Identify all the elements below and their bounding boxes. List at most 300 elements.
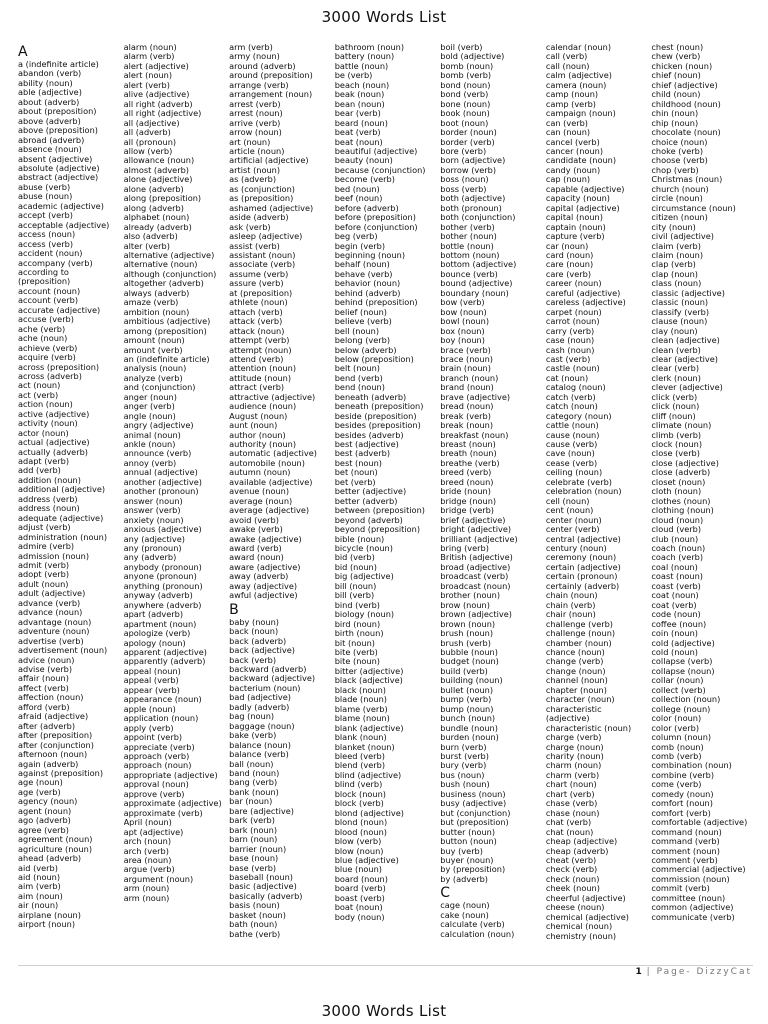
word-entry: character (noun) [545, 694, 615, 705]
word-entry: bid (noun) [334, 561, 377, 572]
word-entry: annual (adjective) [123, 467, 198, 478]
word-entry: carpet (noun) [545, 306, 602, 317]
word-entry: blood (noun) [334, 826, 387, 837]
word-entry: clerk (noun) [651, 372, 701, 383]
word-entry: comedy (noun) [651, 788, 714, 799]
word-entry: baby (noun) [229, 616, 279, 627]
word-entry: approval (noun) [123, 779, 189, 790]
word-entry: and (conjunction) [123, 382, 196, 393]
word-entry: author (noun) [229, 429, 286, 440]
word-entry: base (verb) [229, 862, 277, 873]
word-entry: comb (noun) [651, 741, 704, 752]
word-entry: cold (adjective) [651, 637, 715, 648]
word-entry: common (adjective) [651, 902, 734, 913]
word-entry: anyway (adverb) [123, 590, 193, 601]
word-column-1 [18, 43, 120, 947]
word-entry: account (verb) [18, 295, 79, 306]
word-entry: blow (verb) [334, 836, 382, 847]
word-entry: chemical (adjective) [545, 911, 630, 922]
word-entry: attempt (noun) [229, 344, 292, 355]
word-entry: abstract (adjective) [18, 172, 99, 183]
word-entry: column (noun) [651, 732, 712, 743]
word-entry: apparently (adverb) [123, 656, 206, 667]
word-entry: circumstance (noun) [651, 202, 736, 213]
word-entry: bare (adjective) [229, 805, 294, 816]
word-entry: capital (adjective) [545, 202, 620, 213]
word-entry: bond (verb) [440, 89, 489, 100]
word-entry: bottle (noun) [440, 240, 494, 251]
word-entry: bounce (verb) [440, 268, 498, 279]
word-entry: broadcast (noun) [440, 580, 511, 591]
word-entry: attach (verb) [229, 306, 283, 317]
word-entry: access (verb) [18, 238, 74, 249]
word-entry: British (adjective) [440, 552, 513, 563]
word-entry: bridge (verb) [440, 505, 494, 516]
word-entry: anxious (adjective) [123, 524, 202, 535]
word-entry: award (verb) [229, 543, 282, 554]
word-entry: although (conjunction) [123, 268, 217, 279]
word-entry: all right (adverb) [123, 98, 193, 109]
word-entry: collar (noun) [651, 675, 704, 686]
word-column-2 [124, 43, 226, 947]
word-entry: associate (verb) [229, 259, 296, 270]
word-entry: clean (verb) [651, 344, 701, 355]
word-entry: collection (noun) [651, 694, 721, 705]
word-entry: blond (noun) [334, 817, 388, 828]
word-entry: below (adverb) [334, 344, 397, 355]
word-entry: chart (verb) [545, 788, 595, 799]
word-entry: beach (noun) [334, 79, 390, 90]
word-entry: April (noun) [123, 817, 172, 828]
word-entry: aside (adverb) [229, 212, 289, 223]
word-entry: bond (noun) [440, 79, 491, 90]
word-entry: can (noun) [545, 127, 591, 138]
word-entry: camp (noun) [545, 89, 599, 100]
word-entry: center (verb) [545, 524, 600, 535]
word-entry: bell (noun) [334, 325, 380, 336]
word-entry: careful (adjective) [545, 287, 621, 298]
word-entry: arm (verb) [229, 43, 273, 52]
word-entry: after (preposition) [18, 730, 93, 741]
word-column-4 [335, 43, 437, 947]
word-entry: coast (verb) [651, 580, 701, 591]
word-entry: collapse (noun) [651, 665, 715, 676]
word-entry: coffee (noun) [651, 618, 707, 629]
word-entry: bubble (noun) [440, 647, 498, 657]
word-entry: borrow (verb) [440, 164, 497, 175]
word-entry: also (adverb) [123, 231, 178, 242]
word-entry: cause (verb) [545, 439, 598, 450]
word-entry: apparent (adjective) [123, 647, 208, 657]
word-entry: anywhere (adverb) [123, 599, 202, 610]
word-entry: city (noun) [651, 221, 696, 232]
word-entry: cease (verb) [545, 457, 598, 468]
word-entry: assistant (noun) [229, 249, 296, 260]
word-entry: alarm (verb) [123, 51, 175, 62]
word-entry: capture (verb) [545, 231, 605, 242]
word-entry: access (noun) [18, 229, 76, 240]
word-entry: across (adverb) [18, 370, 82, 381]
word-entry: broad (adjective) [440, 561, 511, 572]
word-entry: comfort (noun) [651, 798, 713, 809]
word-entry: admission (noun) [18, 550, 90, 561]
word-entry: appoint (verb) [123, 732, 183, 743]
word-entry: around (adverb) [229, 60, 296, 71]
word-entry: bend (noun) [334, 382, 385, 393]
word-entry: button (noun) [440, 836, 497, 847]
word-entry: bicycle (noun) [334, 543, 393, 554]
word-entry: border (noun) [440, 127, 497, 138]
word-entry: agency (noun) [18, 796, 78, 807]
word-entry: change (verb) [545, 656, 604, 667]
word-entry: choke (verb) [651, 145, 704, 156]
word-entry: child (noun) [651, 89, 701, 100]
word-entry: brother (noun) [440, 590, 501, 601]
word-entry: afraid (adjective) [18, 711, 89, 722]
word-entry: beg (verb) [334, 231, 378, 242]
word-entry: arch (verb) [123, 845, 169, 856]
word-entry: business (noun) [440, 788, 506, 799]
word-entry: bet (verb) [334, 476, 376, 487]
word-entry: another (adjective) [123, 476, 202, 487]
word-entry: above (adverb) [18, 115, 81, 126]
word-entry: bathe (verb) [229, 928, 281, 939]
word-entry: chamber (noun) [545, 637, 612, 648]
word-entry: appear (verb) [123, 684, 180, 695]
word-entry: agree (verb) [18, 824, 69, 835]
word-entry: brave (adjective) [440, 391, 511, 402]
footer-separator: | [646, 967, 652, 977]
word-entry: back (noun) [229, 626, 279, 637]
word-entry: aid (noun) [18, 871, 61, 882]
word-entry: attempt (verb) [229, 335, 290, 346]
word-entry: a (indefinite article) [18, 59, 99, 69]
word-entry: come (verb) [651, 779, 702, 790]
word-entry: bacterium (noun) [229, 682, 301, 693]
word-entry: ceiling (noun) [545, 467, 603, 478]
word-entry: boat (noun) [334, 902, 383, 913]
word-entry: black (noun) [334, 684, 387, 695]
word-entry: brush (verb) [440, 637, 491, 648]
word-entry: arm (noun) [123, 883, 170, 894]
word-entry: appropriate (adjective) [123, 769, 218, 780]
word-entry: addition (noun) [18, 474, 81, 485]
word-entry: aim (verb) [18, 881, 61, 892]
word-entry: apply (verb) [123, 722, 174, 733]
word-entry: absolute (adjective) [18, 162, 100, 173]
word-entry: best (adjective) [334, 439, 399, 450]
word-entry: behave (verb) [334, 268, 393, 279]
word-entry: arm (noun) [123, 892, 170, 903]
word-entry: by (adverb) [440, 873, 488, 884]
section-letter: A [18, 44, 28, 60]
word-entry: club (noun) [651, 533, 699, 544]
word-entry: art (noun) [229, 136, 271, 147]
word-entry: citizen (noun) [651, 212, 708, 223]
word-entry: angle (noun) [123, 410, 176, 421]
word-entry: coast (noun) [651, 571, 703, 582]
word-entry: bride (noun) [440, 486, 491, 497]
word-entry: attack (noun) [229, 325, 285, 336]
word-entry: altogether (adverb) [123, 278, 204, 289]
word-entry: commercial (adjective) [651, 864, 746, 875]
word-entry: as (preposition) [229, 193, 294, 204]
word-entry: career (noun) [545, 278, 602, 289]
word-entry: boss (verb) [440, 183, 487, 194]
word-entry: charge (noun) [545, 741, 604, 752]
word-entry: badly (adverb) [229, 701, 290, 712]
word-entry: bus (noun) [440, 769, 485, 780]
word-entry: biology (noun) [334, 609, 395, 620]
word-entry: beginning (noun) [334, 249, 406, 260]
word-entry: backward (adverb) [229, 664, 307, 674]
word-entry: active (adjective) [18, 408, 90, 419]
word-entry: approach (noun) [123, 760, 192, 771]
word-entry: ambition (noun) [123, 306, 190, 317]
word-entry: candy (noun) [545, 164, 601, 175]
word-entry: color (noun) [651, 713, 702, 724]
word-entry: chief (adjective) [651, 79, 718, 90]
word-entry: acceptable (adjective) [18, 219, 110, 230]
word-entry: bridge (noun) [440, 495, 497, 506]
word-entry: August (noun) [229, 410, 288, 421]
word-entry: according to (preposition) [18, 266, 71, 287]
word-entry: artificial (adjective) [229, 155, 309, 166]
word-entry: administration (noun) [18, 531, 108, 542]
word-entry: blanket (noun) [334, 741, 395, 752]
word-entry: bring (verb) [440, 543, 489, 554]
word-entry: beyond (preposition) [334, 524, 421, 535]
word-entry: anyone (pronoun) [123, 571, 197, 582]
page-number: 1 [635, 967, 642, 977]
word-entry: car (noun) [545, 240, 589, 251]
word-columns [18, 43, 753, 947]
word-entry: amaze (verb) [123, 297, 179, 308]
word-entry: alter (verb) [123, 240, 170, 251]
word-entry: bound (adjective) [440, 278, 513, 289]
word-entry: anything (pronoun) [123, 580, 203, 591]
word-entry: chop (verb) [651, 164, 699, 175]
word-entry: cloud (verb) [651, 524, 702, 535]
word-entry: channel (noun) [545, 675, 608, 686]
word-entry: care (verb) [545, 268, 592, 279]
word-entry: analysis (noun) [123, 363, 187, 374]
word-entry: battery (noun) [334, 51, 395, 62]
word-entry: along (preposition) [123, 193, 202, 204]
word-entry: ability (noun) [18, 77, 73, 88]
word-entry: coach (verb) [651, 552, 704, 563]
word-entry: color (verb) [651, 722, 700, 733]
word-entry: brace (noun) [440, 353, 493, 364]
word-entry: combination (noun) [651, 760, 732, 771]
word-entry: cloth (noun) [651, 486, 702, 497]
word-entry: bore (verb) [440, 145, 487, 156]
word-entry: college (noun) [651, 703, 711, 714]
word-entry: blame (noun) [334, 713, 390, 724]
word-entry: affair (noun) [18, 673, 69, 684]
word-entry: bomb (noun) [440, 60, 494, 71]
word-entry: achieve (verb) [18, 342, 78, 353]
word-entry: cent (noun) [545, 505, 594, 516]
word-entry: by (preposition) [440, 864, 506, 875]
word-entry: camp (verb) [545, 98, 596, 109]
word-entry: comment (verb) [651, 854, 718, 865]
word-entry: abuse (noun) [18, 191, 73, 202]
word-entry: beef (noun) [334, 193, 383, 204]
word-entry: able (adjective) [18, 87, 82, 98]
word-entry: act (verb) [18, 389, 59, 400]
word-entry: available (adjective) [229, 476, 313, 487]
word-entry: believe (verb) [334, 316, 392, 327]
word-entry: away (adverb) [229, 571, 289, 582]
word-entry: beside (preposition) [334, 410, 417, 421]
word-entry: bottom (noun) [440, 249, 500, 260]
word-entry: can (verb) [545, 117, 588, 128]
word-entry: bag (noun) [229, 711, 275, 722]
word-entry: ache (noun) [18, 333, 68, 344]
word-entry: certain (pronoun) [545, 571, 618, 582]
word-entry: call (verb) [545, 51, 588, 62]
word-entry: baggage (noun) [229, 720, 295, 731]
word-entry: asleep (adjective) [229, 231, 303, 242]
word-entry: appreciate (verb) [123, 741, 195, 752]
word-entry: civil (adjective) [651, 231, 714, 242]
word-entry: candidate (noun) [545, 155, 617, 166]
word-entry: act (noun) [18, 380, 61, 391]
word-entry: bill (verb) [334, 590, 375, 601]
word-entry: border (verb) [440, 136, 495, 147]
word-entry: announce (verb) [123, 448, 192, 459]
word-entry: clause (noun) [651, 316, 708, 327]
word-entry: chemistry (noun) [545, 930, 617, 941]
word-entry: bottom (adjective) [440, 259, 517, 270]
word-entry: alert (adjective) [123, 60, 189, 71]
word-entry: balance (verb) [229, 749, 289, 760]
word-entry: chair (noun) [545, 609, 596, 620]
word-column-7 [651, 43, 753, 947]
word-entry: abandon (verb) [18, 68, 82, 79]
word-entry: agent (noun) [18, 805, 72, 816]
word-entry: bible (noun) [334, 533, 385, 544]
word-entry: brief (adjective) [440, 514, 506, 525]
word-entry: buyer (noun) [440, 854, 494, 865]
word-entry: carrot (noun) [545, 316, 600, 327]
word-entry: calm (adjective) [545, 70, 612, 81]
word-entry: circle (noun) [651, 193, 703, 204]
word-entry: behavior (noun) [334, 278, 401, 289]
word-entry: be (verb) [334, 70, 373, 81]
word-entry: century (noun) [545, 543, 607, 554]
word-entry: cheese (noun) [545, 902, 605, 913]
word-entry: blank (noun) [334, 732, 387, 743]
word-entry: bush (noun) [440, 779, 490, 790]
word-entry: cheerful (adjective) [545, 892, 626, 903]
word-entry: about (adverb) [18, 96, 80, 107]
word-entry: book (noun) [440, 108, 490, 119]
word-entry: allowance (noun) [123, 155, 195, 166]
word-entry: command (noun) [651, 826, 722, 837]
word-entry: basically (adverb) [229, 890, 303, 901]
word-entry: action (noun) [18, 399, 73, 410]
word-entry: arrange (verb) [229, 79, 289, 90]
word-entry: bite (verb) [334, 647, 378, 657]
word-entry: attend (verb) [229, 353, 284, 364]
word-entry: cold (noun) [651, 647, 698, 657]
word-entry: but (conjunction) [440, 807, 511, 818]
word-entry: bother (noun) [440, 231, 497, 242]
word-entry: class (noun) [651, 278, 702, 289]
word-entry: bow (noun) [440, 306, 487, 317]
word-entry: across (preposition) [18, 361, 100, 372]
word-entry: affect (verb) [18, 682, 69, 693]
word-entry: coat (noun) [651, 590, 699, 601]
word-entry: average (noun) [229, 495, 293, 506]
word-entry: aunt (noun) [229, 420, 278, 431]
word-entry: among (preposition) [123, 325, 207, 336]
word-entry: break (noun) [440, 420, 494, 431]
word-entry: brow (noun) [440, 599, 490, 610]
word-entry: clean (adjective) [651, 335, 720, 346]
word-entry: burn (verb) [440, 741, 487, 752]
word-entry: cloud (noun) [651, 514, 704, 525]
word-entry: better (adverb) [334, 495, 398, 506]
word-entry: comfortable (adjective) [651, 817, 748, 828]
word-entry: cat (noun) [545, 372, 589, 383]
word-entry: cancel (verb) [545, 136, 600, 147]
word-entry: clear (adjective) [651, 353, 719, 364]
word-entry: boss (noun) [440, 174, 489, 185]
word-entry: clock (noun) [651, 439, 703, 450]
word-entry: anger (noun) [123, 391, 177, 402]
word-entry: bind (verb) [334, 599, 380, 610]
word-entry: bread (noun) [440, 401, 494, 412]
word-entry: after (adverb) [18, 720, 76, 731]
word-entry: blade (noun) [334, 694, 387, 705]
word-entry: before (preposition) [334, 212, 416, 223]
word-entry: audience (noun) [229, 401, 297, 412]
word-entry: best (noun) [334, 457, 382, 468]
word-entry: Christmas (noun) [651, 174, 723, 185]
word-entry: chase (noun) [545, 807, 600, 818]
word-entry: blend (verb) [334, 760, 386, 771]
word-entry: chest (noun) [651, 43, 704, 52]
word-entry: bake (verb) [229, 730, 277, 741]
word-entry: back (verb) [229, 654, 277, 665]
word-entry: category (noun) [545, 410, 612, 421]
word-entry: argue (verb) [123, 864, 175, 875]
word-entry: appeal (verb) [123, 675, 179, 686]
word-entry: advertisement (noun) [18, 645, 108, 656]
word-entry: clothes (noun) [651, 495, 711, 506]
word-entry: area (noun) [123, 854, 172, 865]
word-entry: arrive (verb) [229, 117, 281, 128]
word-entry: check (noun) [545, 873, 600, 884]
word-entry: chocolate (noun) [651, 127, 721, 138]
word-entry: arrow (noun) [229, 127, 282, 138]
word-entry: climate (noun) [651, 420, 712, 431]
word-entry: actor (noun) [18, 427, 69, 438]
word-entry: coal (noun) [651, 561, 698, 572]
word-entry: bold (adjective) [440, 51, 505, 62]
word-entry: advance (noun) [18, 607, 83, 618]
word-entry: childhood (noun) [651, 98, 721, 109]
word-entry: apologize (verb) [123, 628, 191, 639]
word-entry: commit (verb) [651, 883, 710, 894]
word-entry: attention (noun) [229, 363, 297, 374]
word-entry: classify (verb) [651, 306, 710, 317]
word-entry: comfort (verb) [651, 807, 711, 818]
word-entry: alive (adjective) [123, 89, 190, 100]
